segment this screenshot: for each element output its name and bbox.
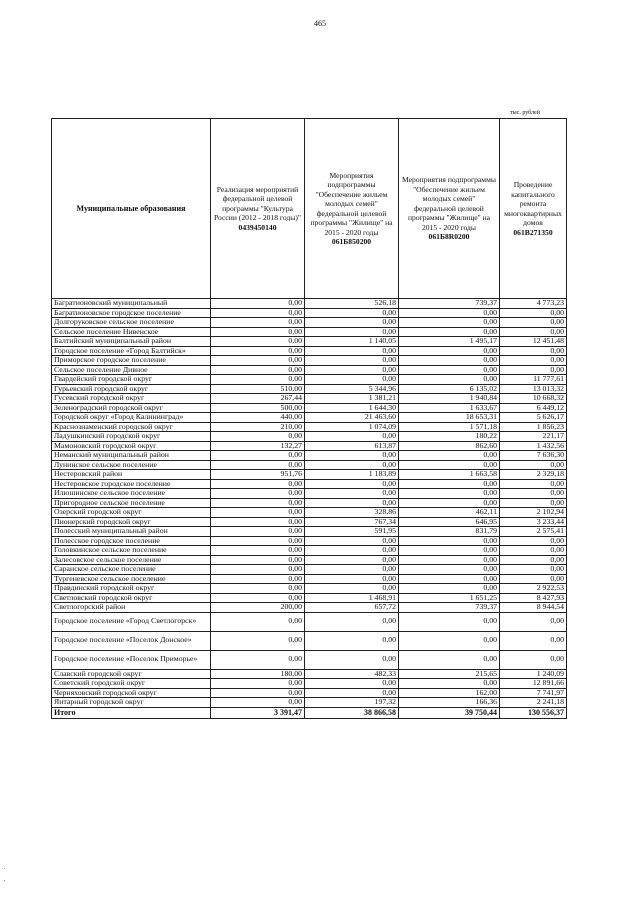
cell-value-3: 0,00	[399, 565, 500, 575]
cell-value-4: 10 668,32	[500, 394, 567, 404]
cell-value-4: 1 240,09	[500, 669, 567, 679]
cell-value-2: 5 344,96	[305, 384, 399, 394]
cell-value-4: 11 777,61	[500, 375, 567, 385]
municipality-name: Городское поселение «Поселок Приморье»	[52, 650, 211, 669]
cell-value-2: 0,00	[305, 489, 399, 499]
cell-value-2: 0,00	[305, 451, 399, 461]
municipality-name: Гурьевский городской округ	[52, 384, 211, 394]
cell-value-3: 0,00	[399, 365, 500, 375]
cell-value-2: 0,00	[305, 346, 399, 356]
table-row	[52, 318, 567, 328]
total-value-3: 39 750,44	[399, 707, 500, 718]
cell-value-4: 2 329,18	[500, 470, 567, 480]
cell-value-4: 0,00	[500, 365, 567, 375]
municipality-name: Городское поселение «Город Балтийск»	[52, 346, 211, 356]
cell-value-2: 0,00	[305, 679, 399, 689]
table-row	[52, 356, 567, 366]
total-value-4: 130 556,37	[500, 707, 567, 718]
cell-value-1: 0,00	[211, 679, 305, 689]
table-row	[52, 308, 567, 318]
cell-value-2: 0,00	[305, 688, 399, 698]
cell-value-1: 500,00	[211, 403, 305, 413]
cell-value-3: 0,00	[399, 460, 500, 470]
units-label: тыс. рублей	[510, 110, 540, 116]
municipality-name: Светлогорский район	[52, 603, 211, 613]
header-capital-repair-code: 061В271350	[513, 227, 553, 237]
page-number: 465	[314, 19, 326, 28]
municipality-name: Мамоновский городской округ	[52, 441, 211, 451]
cell-value-3: 0,00	[399, 489, 500, 499]
cell-value-1: 132,27	[211, 441, 305, 451]
table-row	[52, 327, 567, 337]
cell-value-4: 7 741,97	[500, 688, 567, 698]
municipality-name: Нестеровский район	[52, 470, 211, 480]
table-row	[52, 346, 567, 356]
cell-value-2: 197,32	[305, 698, 399, 708]
cell-value-2: 1 381,21	[305, 394, 399, 404]
cell-value-4: 0,00	[500, 356, 567, 366]
cell-value-3: 0,00	[399, 327, 500, 337]
cell-value-3: 0,00	[399, 451, 500, 461]
cell-value-3: 0,00	[399, 536, 500, 546]
cell-value-4: 0,00	[500, 536, 567, 546]
cell-value-4: 4 773,23	[500, 299, 567, 309]
municipality-name: Озерский городской округ	[52, 508, 211, 518]
cell-value-3: 1 651,25	[399, 593, 500, 603]
table-row	[52, 527, 567, 537]
cell-value-1: 0,00	[211, 451, 305, 461]
cell-value-3: 1 940,84	[399, 394, 500, 404]
cell-value-4: 0,00	[500, 308, 567, 318]
cell-value-4: 7 636,30	[500, 451, 567, 461]
cell-value-4: 8 427,93	[500, 593, 567, 603]
cell-value-4: 0,00	[500, 565, 567, 575]
table-row	[52, 460, 567, 470]
cell-value-1: 0,00	[211, 527, 305, 537]
municipality-name: Ладушкинский городской округ	[52, 432, 211, 442]
cell-value-2: 0,00	[305, 460, 399, 470]
cell-value-2: 21 463,60	[305, 413, 399, 423]
table-row	[52, 441, 567, 451]
cell-value-4: 0,00	[500, 546, 567, 556]
cell-value-2: 0,00	[305, 375, 399, 385]
cell-value-3: 0,00	[399, 498, 500, 508]
municipality-name: Залесовское сельское поселение	[52, 555, 211, 565]
cell-value-3: 739,37	[399, 603, 500, 613]
cell-value-1: 951,76	[211, 470, 305, 480]
cell-value-1: 0,00	[211, 517, 305, 527]
cell-value-3: 1 663,58	[399, 470, 500, 480]
cell-value-1: 200,00	[211, 603, 305, 613]
header-culture-program-code: 0439450140	[238, 222, 277, 232]
cell-value-1: 0,00	[211, 565, 305, 575]
cell-value-3: 162,00	[399, 688, 500, 698]
cell-value-4: 2 922,53	[500, 584, 567, 594]
cell-value-2: 1 468,91	[305, 593, 399, 603]
table-row	[52, 698, 567, 708]
table-row	[52, 375, 567, 385]
cell-value-3: 862,60	[399, 441, 500, 451]
cell-value-4: 3 233,44	[500, 517, 567, 527]
municipality-name: Гусевский городской округ	[52, 394, 211, 404]
cell-value-1: 0,00	[211, 308, 305, 318]
cell-value-2: 0,00	[305, 536, 399, 546]
municipality-name: Саранское сельское поселение	[52, 565, 211, 575]
cell-value-1: 0,00	[211, 631, 305, 650]
municipality-name: Балтийский муниципальный район	[52, 337, 211, 347]
cell-value-2: 1 644,30	[305, 403, 399, 413]
cell-value-1: 0,00	[211, 318, 305, 328]
municipality-name: Полесское городское поселение	[52, 536, 211, 546]
cell-value-1: 0,00	[211, 650, 305, 669]
cell-value-3: 215,65	[399, 669, 500, 679]
cell-value-4: 0,00	[500, 489, 567, 499]
municipality-name: Черняховский городской округ	[52, 688, 211, 698]
cell-value-2: 0,00	[305, 308, 399, 318]
cell-value-1: 510,00	[211, 384, 305, 394]
municipality-name: Пионерский городской округ	[52, 517, 211, 527]
municipality-name: Неманский муниципальный район	[52, 451, 211, 461]
cell-value-3: 6 135,02	[399, 384, 500, 394]
table-row	[52, 508, 567, 518]
cell-value-3: 1 495,17	[399, 337, 500, 347]
table-row	[52, 479, 567, 489]
table-row	[52, 422, 567, 432]
cell-value-1: 267,44	[211, 394, 305, 404]
cell-value-3: 166,36	[399, 698, 500, 708]
cell-value-1: 0,00	[211, 546, 305, 556]
table-row	[52, 413, 567, 423]
cell-value-4: 1 856,23	[500, 422, 567, 432]
table-row	[52, 688, 567, 698]
cell-value-1: 0,00	[211, 688, 305, 698]
municipality-name: Советский городской округ	[52, 679, 211, 689]
municipality-name: Городское поселение «Поселок Донское»	[52, 631, 211, 650]
cell-value-3: 0,00	[399, 356, 500, 366]
cell-value-2: 613,87	[305, 441, 399, 451]
cell-value-1: 0,00	[211, 346, 305, 356]
table-row	[52, 517, 567, 527]
cell-value-3: 0,00	[399, 308, 500, 318]
table-row	[52, 470, 567, 480]
municipality-name: Багратионовское городское поселение	[52, 308, 211, 318]
cell-value-2: 0,00	[305, 574, 399, 584]
cell-value-2: 1 140,05	[305, 337, 399, 347]
cell-value-1: 0,00	[211, 489, 305, 499]
table-row	[52, 669, 567, 679]
municipality-name: Городской округ «Город Калининград»	[52, 413, 211, 423]
table-row	[52, 584, 567, 594]
header-housing-program-2-text: Мероприятия подпрограммы "Обеспечение жильем молодых семей" федеральной целевой программы "Жилище" на 2015 - 2020 годы	[402, 175, 496, 232]
cell-value-4: 6 449,12	[500, 403, 567, 413]
table-row	[52, 299, 567, 309]
cell-value-2: 0,00	[305, 318, 399, 328]
municipality-name: Янтарный городской округ	[52, 698, 211, 708]
cell-value-4: 221,17	[500, 432, 567, 442]
cell-value-1: 0,00	[211, 698, 305, 708]
municipality-name: Пригородное сельское поселение	[52, 498, 211, 508]
cell-value-1: 0,00	[211, 365, 305, 375]
municipality-name: Лунинское сельское поселение	[52, 460, 211, 470]
cell-value-2: 657,72	[305, 603, 399, 613]
municipality-name: Гвардейский городской округ	[52, 375, 211, 385]
table-row	[52, 631, 567, 650]
municipality-name: Полесский муниципальный район	[52, 527, 211, 537]
municipality-name: Тургеневское сельское поселение	[52, 574, 211, 584]
table-row	[52, 337, 567, 347]
municipality-name: Сельское поселение Дивное	[52, 365, 211, 375]
cell-value-3: 0,00	[399, 612, 500, 631]
cell-value-1: 440,00	[211, 413, 305, 423]
cell-value-2: 0,00	[305, 650, 399, 669]
table-row	[52, 555, 567, 565]
cell-value-4: 0,00	[500, 346, 567, 356]
table-row	[52, 498, 567, 508]
cell-value-2: 0,00	[305, 498, 399, 508]
cell-value-2: 591,95	[305, 527, 399, 537]
table-row	[52, 384, 567, 394]
table-row	[52, 593, 567, 603]
cell-value-3: 739,37	[399, 299, 500, 309]
cell-value-3: 831,79	[399, 527, 500, 537]
cell-value-2: 0,00	[305, 479, 399, 489]
cell-value-1: 0,00	[211, 299, 305, 309]
cell-value-2: 0,00	[305, 365, 399, 375]
cell-value-4: 0,00	[500, 479, 567, 489]
cell-value-4: 0,00	[500, 318, 567, 328]
header-housing-program-1-code: 061Б850200	[331, 237, 372, 246]
cell-value-3: 0,00	[399, 574, 500, 584]
municipality-name: Сельское поселение Нивенское	[52, 327, 211, 337]
cell-value-4: 5 626,17	[500, 413, 567, 423]
municipality-name: Приморское городское поселение	[52, 356, 211, 366]
cell-value-1: 0,00	[211, 460, 305, 470]
table-row	[52, 565, 567, 575]
cell-value-4: 0,00	[500, 460, 567, 470]
cell-value-3: 18 653,31	[399, 413, 500, 423]
header-housing-program-1-text: Мероприятия подпрограммы "Обеспечение жильем молодых семей" федеральной целевой программы "Жилище" на 2015 - 2020 годы	[310, 170, 393, 237]
cell-value-3: 0,00	[399, 555, 500, 565]
cell-value-3: 0,00	[399, 546, 500, 556]
cell-value-3: 0,00	[399, 631, 500, 650]
cell-value-4: 12 891,66	[500, 679, 567, 689]
cell-value-4: 0,00	[500, 574, 567, 584]
table-row	[52, 451, 567, 461]
cell-value-2: 0,00	[305, 356, 399, 366]
cell-value-1: 0,00	[211, 498, 305, 508]
total-value-1: 3 391,47	[211, 707, 305, 718]
scan-speck	[4, 868, 5, 869]
cell-value-1: 0,00	[211, 536, 305, 546]
municipality-name: Нестеровское городское поселение	[52, 479, 211, 489]
header-capital-repair-text: Проведение капитального ремонта многоквартирных домов	[504, 180, 562, 227]
cell-value-3: 0,00	[399, 679, 500, 689]
cell-value-4: 0,00	[500, 327, 567, 337]
cell-value-3: 0,00	[399, 346, 500, 356]
cell-value-1: 0,00	[211, 574, 305, 584]
table-header-row	[52, 119, 567, 299]
cell-value-1: 0,00	[211, 356, 305, 366]
header-housing-program-2	[399, 119, 500, 299]
cell-value-2: 0,00	[305, 546, 399, 556]
municipality-name: Краснознаменский городской округ	[52, 422, 211, 432]
total-row	[52, 707, 567, 718]
cell-value-2: 0,00	[305, 432, 399, 442]
cell-value-1: 0,00	[211, 479, 305, 489]
header-culture-program-text: Реализация мероприятий федеральной целевой программы "Культура России (2012 - 2018 годы)"	[214, 184, 302, 223]
scan-speck	[4, 880, 5, 881]
cell-value-4: 0,00	[500, 555, 567, 565]
cell-value-3: 646,95	[399, 517, 500, 527]
cell-value-4: 2 102,94	[500, 508, 567, 518]
header-culture-program	[211, 119, 305, 299]
municipality-name: Долгоруковское сельское поселение	[52, 318, 211, 328]
cell-value-3: 1 571,18	[399, 422, 500, 432]
cell-value-3: 180,22	[399, 432, 500, 442]
cell-value-1: 180,00	[211, 669, 305, 679]
table-row	[52, 546, 567, 556]
cell-value-3: 462,11	[399, 508, 500, 518]
cell-value-1: 0,00	[211, 327, 305, 337]
cell-value-1: 0,00	[211, 508, 305, 518]
table-row	[52, 394, 567, 404]
cell-value-2: 0,00	[305, 584, 399, 594]
cell-value-1: 210,00	[211, 422, 305, 432]
table-row	[52, 432, 567, 442]
cell-value-2: 0,00	[305, 555, 399, 565]
budget-table	[51, 118, 567, 719]
header-housing-program-2-code: 061Б8R0200	[428, 232, 470, 242]
cell-value-3: 0,00	[399, 318, 500, 328]
cell-value-1: 0,00	[211, 432, 305, 442]
table-row	[52, 679, 567, 689]
municipality-name: Правдинский городской округ	[52, 584, 211, 594]
table-row	[52, 650, 567, 669]
cell-value-3: 0,00	[399, 375, 500, 385]
cell-value-4: 2 575,41	[500, 527, 567, 537]
cell-value-1: 0,00	[211, 612, 305, 631]
table-row	[52, 365, 567, 375]
cell-value-1: 0,00	[211, 584, 305, 594]
cell-value-1: 0,00	[211, 337, 305, 347]
cell-value-1: 0,00	[211, 593, 305, 603]
municipality-name: Городское поселение «Город Светлогорск»	[52, 612, 211, 631]
cell-value-1: 0,00	[211, 555, 305, 565]
table-row	[52, 536, 567, 546]
table-row	[52, 403, 567, 413]
header-capital-repair	[500, 119, 567, 299]
table-row	[52, 603, 567, 613]
cell-value-4: 0,00	[500, 650, 567, 669]
municipality-name: Славский городской округ	[52, 669, 211, 679]
cell-value-2: 0,00	[305, 631, 399, 650]
cell-value-4: 12 451,48	[500, 337, 567, 347]
cell-value-2: 767,34	[305, 517, 399, 527]
cell-value-2: 0,00	[305, 327, 399, 337]
cell-value-4: 8 944,54	[500, 603, 567, 613]
table-row	[52, 489, 567, 499]
cell-value-2: 482,33	[305, 669, 399, 679]
cell-value-4: 2 241,18	[500, 698, 567, 708]
municipality-name: Багратионовский муниципальный	[52, 299, 211, 309]
table-row	[52, 612, 567, 631]
cell-value-3: 0,00	[399, 584, 500, 594]
header-housing-program-1	[305, 119, 399, 299]
cell-value-2: 328,86	[305, 508, 399, 518]
cell-value-2: 0,00	[305, 565, 399, 575]
cell-value-2: 0,00	[305, 612, 399, 631]
cell-value-4: 0,00	[500, 498, 567, 508]
cell-value-3: 0,00	[399, 650, 500, 669]
cell-value-4: 13 013,32	[500, 384, 567, 394]
total-label: Итого	[52, 707, 211, 718]
municipality-name: Илюшинское сельское поселение	[52, 489, 211, 499]
header-municipalities: Муниципальные образования	[52, 119, 211, 299]
cell-value-4: 0,00	[500, 631, 567, 650]
municipality-name: Головкинское сельское поселение	[52, 546, 211, 556]
cell-value-1: 0,00	[211, 375, 305, 385]
cell-value-2: 526,18	[305, 299, 399, 309]
cell-value-4: 1 432,56	[500, 441, 567, 451]
cell-value-4: 0,00	[500, 612, 567, 631]
table-row	[52, 574, 567, 584]
municipality-name: Светловский городской округ	[52, 593, 211, 603]
municipality-name: Зеленоградский городской округ	[52, 403, 211, 413]
cell-value-2: 1 183,89	[305, 470, 399, 480]
total-value-2: 38 866,58	[305, 707, 399, 718]
cell-value-2: 1 074,09	[305, 422, 399, 432]
cell-value-3: 1 633,67	[399, 403, 500, 413]
cell-value-3: 0,00	[399, 479, 500, 489]
